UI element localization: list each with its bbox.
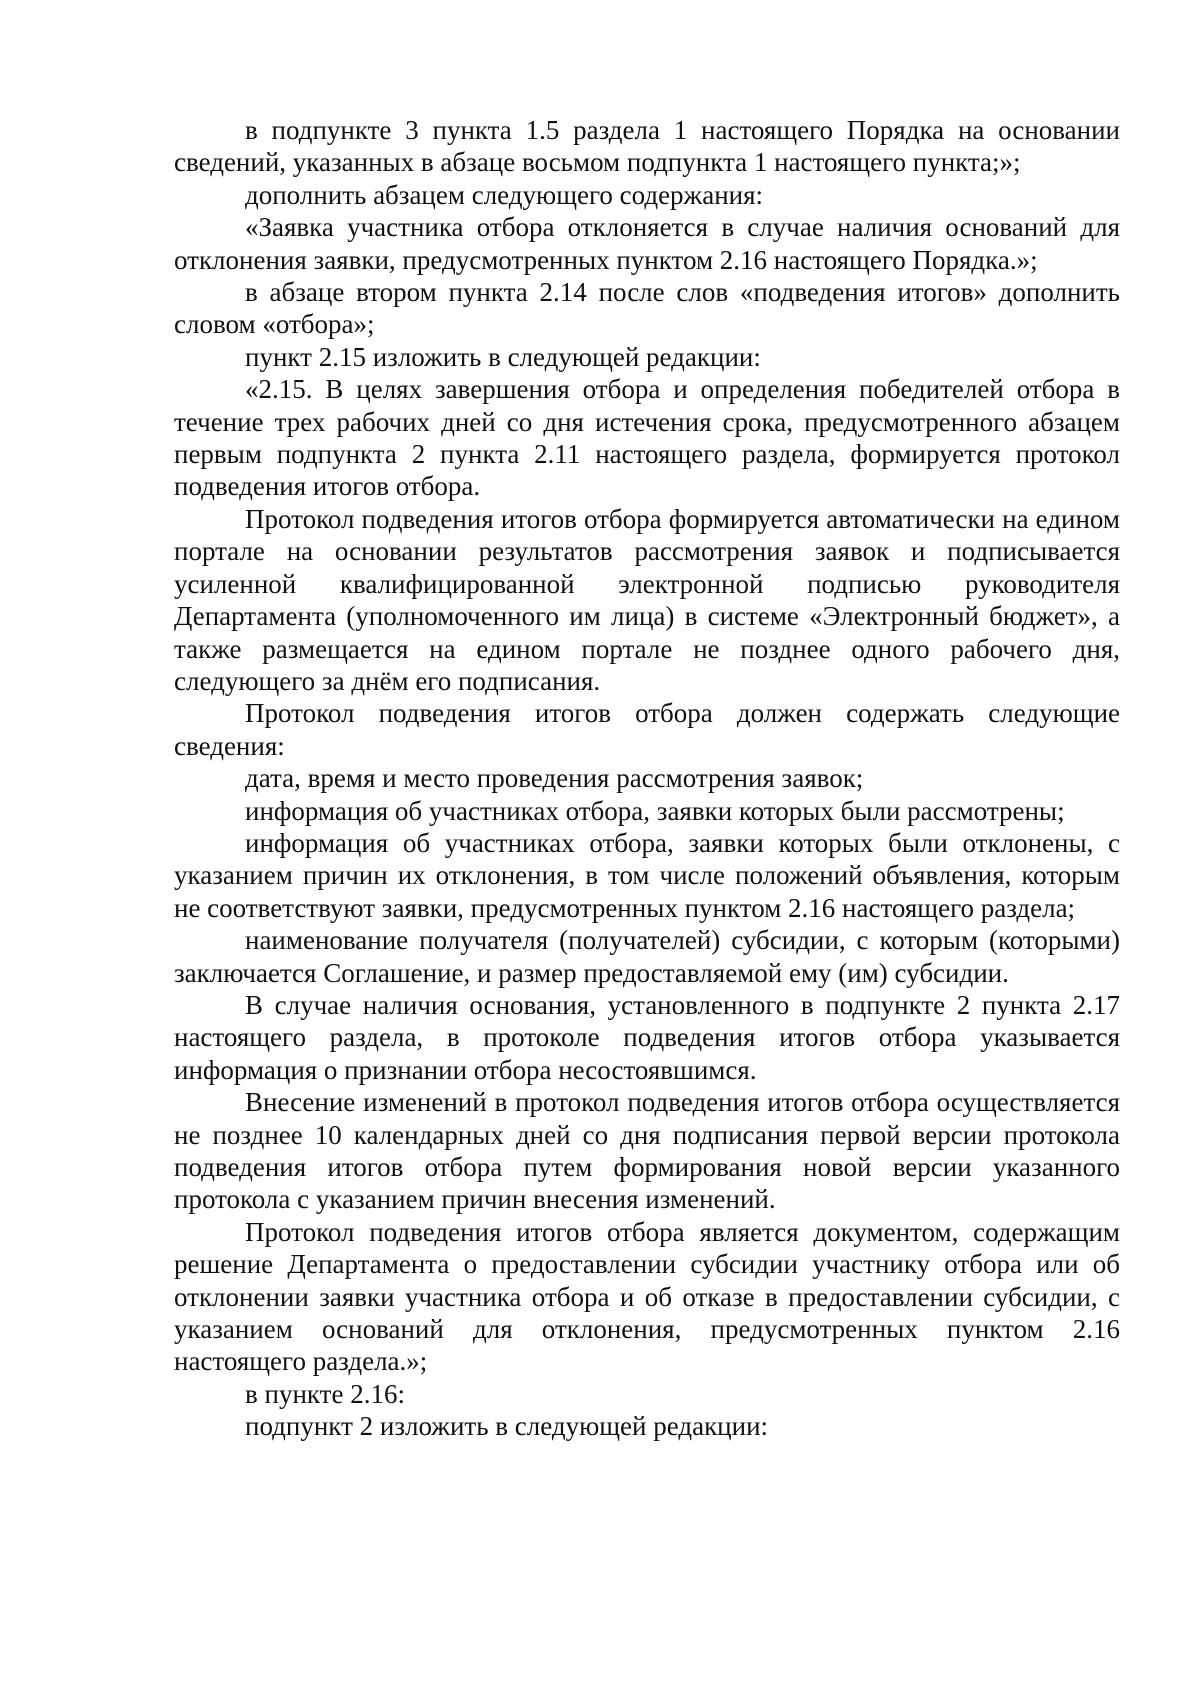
paragraph-protocol-formed: Протокол подведения итогов отбора формируется автоматически на едином портале на основании результатов рассмотрения заявок и подписывается усиленной квалифицированной электронной подписью руководителя Департамента (уполномоченного им лица) в системе «Электронный бюджет», а также размещается на едином портале не позднее одного рабочего дня, следующего за днём его подписания.: [174, 503, 1120, 696]
list-item-considered-participants: информация об участниках отбора, заявки которых были рассмотрены;: [245, 795, 1065, 826]
paragraph-subitem-3-ref: в подпункте 3 пункта 1.5 раздела 1 настоящего Порядка на основании сведений, указанных в абзаце восьмом подпункта 1 настоящего пункта;»;: [174, 115, 1120, 178]
paragraph-protocol-changes: Внесение изменений в протокол подведения итогов отбора осуществляется не позднее 10 календарных дней со дня подписания первой версии протокола подведения итогов отбора путем формирования новой версии указанного протокола с указанием причин внесения изменений.: [174, 1087, 1120, 1215]
document-body: [174, 114, 1120, 1443]
list-item-date-time-place: дата, время и место проведения рассмотрения заявок;: [245, 763, 864, 794]
paragraph-clause-2-14: в абзаце втором пункта 2.14 после слов «подведения итогов» дополнить словом «отбора»;: [174, 277, 1120, 340]
paragraph-clause-2-15-text: «2.15. В целях завершения отбора и определения победителей отбора в течение трех рабочих дней со дня истечения срока, предусмотренного абзацем первым подпункта 2 пункта 2.11 настоящего раздела, формируется протокол подведения итогов отбора.: [174, 374, 1120, 502]
paragraph-clause-2-16-intro: в пункте 2.16:: [245, 1378, 405, 1409]
paragraph-add-abzac: дополнить абзацем следующего содержания:: [245, 179, 764, 210]
paragraph-protocol-decision: Протокол подведения итогов отбора является документом, содержащим решение Департамента о предоставлении субсидии участнику отбора или об отклонении заявки участника отбора и об отказе в предоставлении субсидии, с указанием оснований для отклонения, предусмотренных пунктом 2.16 настоящего раздела.»;: [174, 1216, 1120, 1377]
list-item-rejected-participants: информация об участниках отбора, заявки которых были отклонены, с указанием причин их отклонения, в том числе положений объявления, которым не соответствуют заявки, предусмотренных пунктом 2.16 настоящего раздела;: [174, 827, 1120, 923]
paragraph-subitem-2-intro: подпункт 2 изложить в следующей редакции:: [245, 1411, 769, 1442]
list-item-recipient-name: наименование получателя (получателей) субсидии, с которым (которыми) заключается Соглашение, и размер предоставляемой ему (им) субсидии.: [174, 925, 1120, 988]
paragraph-protocol-contents: Протокол подведения итогов отбора должен содержать следующие сведения:: [174, 698, 1120, 761]
paragraph-failed-selection: В случае наличия основания, установленного в подпункте 2 пункта 2.17 настоящего раздела, в протоколе подведения итогов отбора указывается информация о признании отбора несостоявшимся.: [174, 989, 1120, 1085]
paragraph-application-rejected: «Заявка участника отбора отклоняется в случае наличия оснований для отклонения заявки, предусмотренных пунктом 2.16 настоящего Порядка.»;: [174, 212, 1120, 275]
paragraph-clause-2-15-intro: пункт 2.15 изложить в следующей редакции:: [245, 341, 761, 372]
